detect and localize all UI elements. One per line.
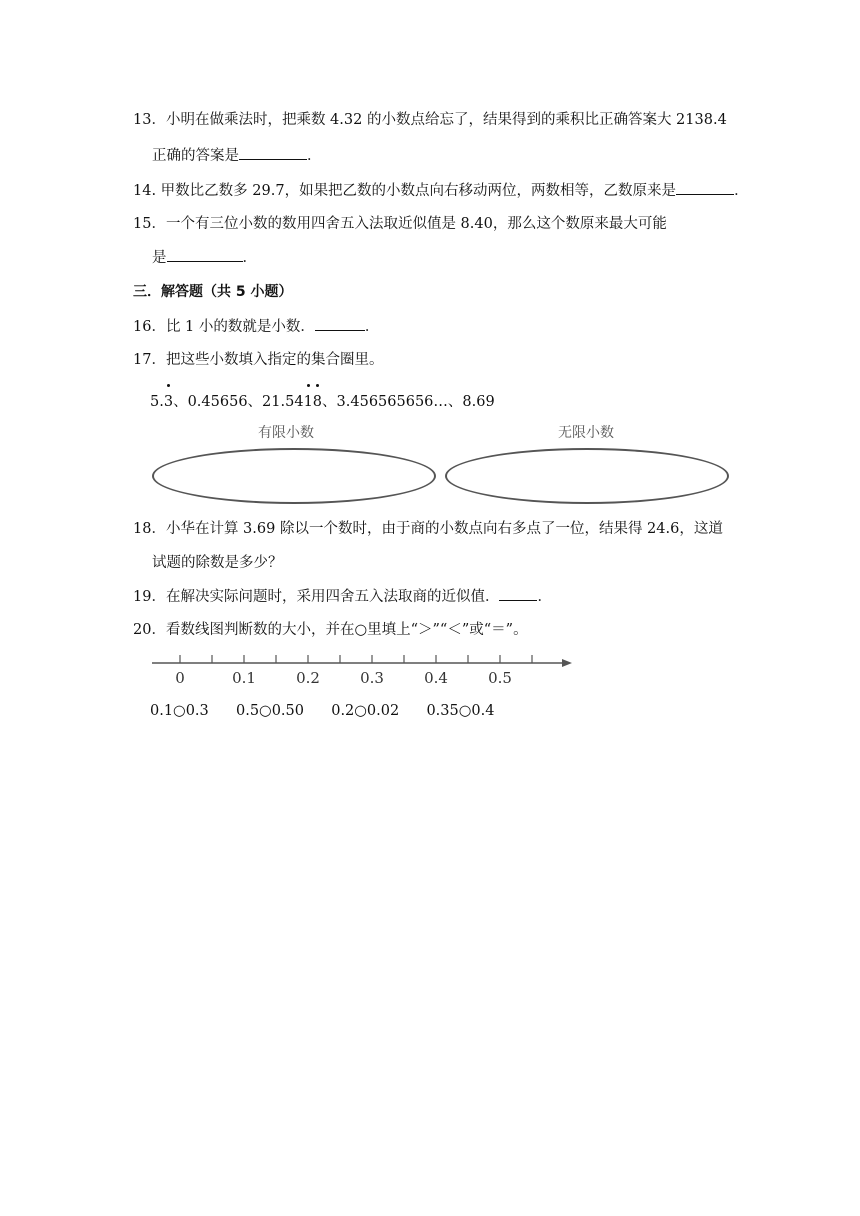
number-line-label: 0.2 [296,669,320,687]
q18-line1: 18．小华在计算 3.69 除以一个数时，由于商的小数点向右多点了一位，结果得 24.6，这道 [133,521,723,537]
q16-text: 16．比 1 小的数就是小数． [133,319,315,335]
q15-line2-text: 是 [152,250,167,266]
q17-num3-repeat2: 8 [313,392,322,412]
q13-line1: 13．小明在做乘法时，把乘数 4.32 的小数点给忘了，结果得到的乘积比正确答案大 2138.4 [133,112,727,128]
number-line-label: 0 [175,669,185,687]
q17-num3-repeat1: 1 [304,392,313,412]
number-line-arrow [562,659,572,667]
number-line-label: 0.1 [232,669,256,687]
q19-end: ． [537,589,552,605]
q15-line1: 15．一个有三位小数的数用四舍五入法取近似值是 8.40，那么这个数原来最大可能 [133,216,667,232]
q17-sep1: 、0.45656、21.54 [173,394,304,410]
q16-end: ． [364,319,380,335]
set-finite-label: 有限小数 [258,425,314,441]
comparison-3[interactable]: 0.2○0.02 [331,703,400,719]
number-line-labels [175,669,512,687]
q18-line2: 试题的除数是多少？ [152,555,283,571]
comparison-1[interactable]: 0.1○0.3 [150,703,209,719]
q19-text: 19．在解决实际问题时，采用四舍五入法取商的近似值． [133,589,500,605]
q17-num1-int: 5. [150,394,164,410]
number-line-ticks [180,655,532,663]
q17-sep2: 、3.456565656…、8.69 [322,394,495,410]
comparison-2[interactable]: 0.5○0.50 [236,703,304,719]
q15-end: ． [242,250,257,266]
q17-line: 17．把这些小数填入指定的集合圈里。 [133,352,384,368]
q17-num1-repeat: 3 [164,392,173,412]
q13-line2-text: 正确的答案是 [152,148,239,164]
number-line-label: 0.5 [488,669,512,687]
comparison-4[interactable]: 0.35○0.4 [426,703,495,719]
q13-end: ． [307,148,322,164]
section-heading: 三．解答题（共 5 小题） [133,284,293,300]
q20-line: 20．看数线图判断数的大小，并在○里填上“＞”“＜”或“＝”。 [133,622,528,638]
q20-comparisons [150,701,494,721]
number-line-label: 0.3 [360,669,384,687]
set-infinite-label: 无限小数 [558,425,614,441]
q14-end: ． [734,183,749,199]
q14-text: 14. 甲数比乙数多 29.7，如果把乙数的小数点向右移动两位，两数相等，乙数原来是 [133,183,677,199]
number-line-label: 0.4 [424,669,448,687]
